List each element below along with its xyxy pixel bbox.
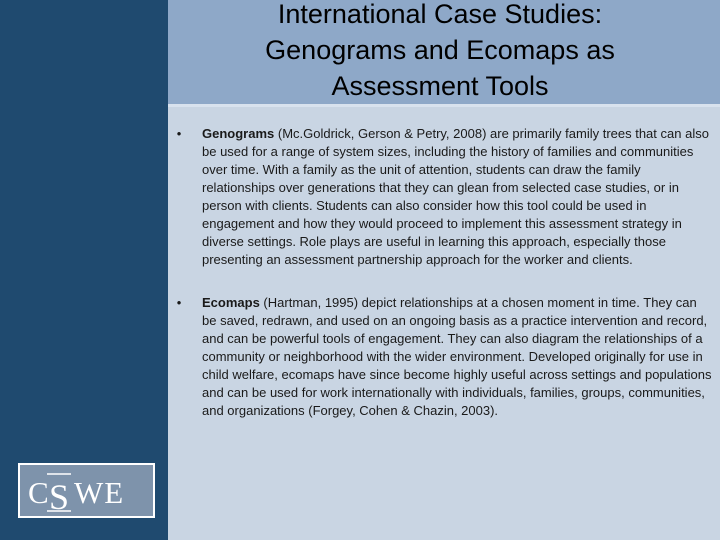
cswe-logo xyxy=(18,463,155,518)
slide-title-line: Assessment Tools xyxy=(331,71,549,101)
bullet-body: (Hartman, 1995) depict relationships at a chosen moment in time. They can be saved, redrawn, and used on an ongoing basis as a practice intervention and record, and can be powerful tools of engagement. They can also diagram the relationships of a community or neighborhood with the wider environment. Developed originally for use in child welfare, ecomaps have since become highly useful across settings and populations and can be used for work internationally with individuals, families, groups, communities, and organizations (Forgey, Cohen & Chazin, 2003). xyxy=(202,295,712,418)
bullet-text xyxy=(202,125,712,269)
slide-title-line: Genograms and Ecomaps as xyxy=(265,35,615,65)
slide-title xyxy=(168,0,712,104)
bullet-term: Genograms xyxy=(202,126,275,141)
bullet-list xyxy=(172,125,712,445)
bullet-marker: • xyxy=(176,126,182,141)
bullet-text xyxy=(202,294,712,420)
svg-text:WE: WE xyxy=(74,475,125,510)
bullet-marker: • xyxy=(176,295,182,310)
cswe-logo-mark xyxy=(20,465,153,516)
bullet-term: Ecomaps xyxy=(202,295,260,310)
svg-text:C: C xyxy=(28,475,50,510)
left-sidebar-band xyxy=(0,0,168,540)
svg-text:S: S xyxy=(49,477,70,516)
slide-title-line: International Case Studies: xyxy=(277,0,603,29)
bullet-body: (Mc.Goldrick, Gerson & Petry, 2008) are primarily family trees that can also be used for a range of system sizes, including the history of families and communities over time. With a family as the unit of attention, students can draw the family relationships over generations that they can glean from selected case studies, or in person with clients. Students can also consider how this tool could be used in engagement and how they would proceed to implement this assessment strategy in diverse settings. Role plays are useful in learning this approach, especially those presenting an assessment partnership approach for the worker and clients. xyxy=(202,126,709,267)
bullet-genograms xyxy=(172,125,712,269)
bullet-ecomaps xyxy=(172,294,712,420)
